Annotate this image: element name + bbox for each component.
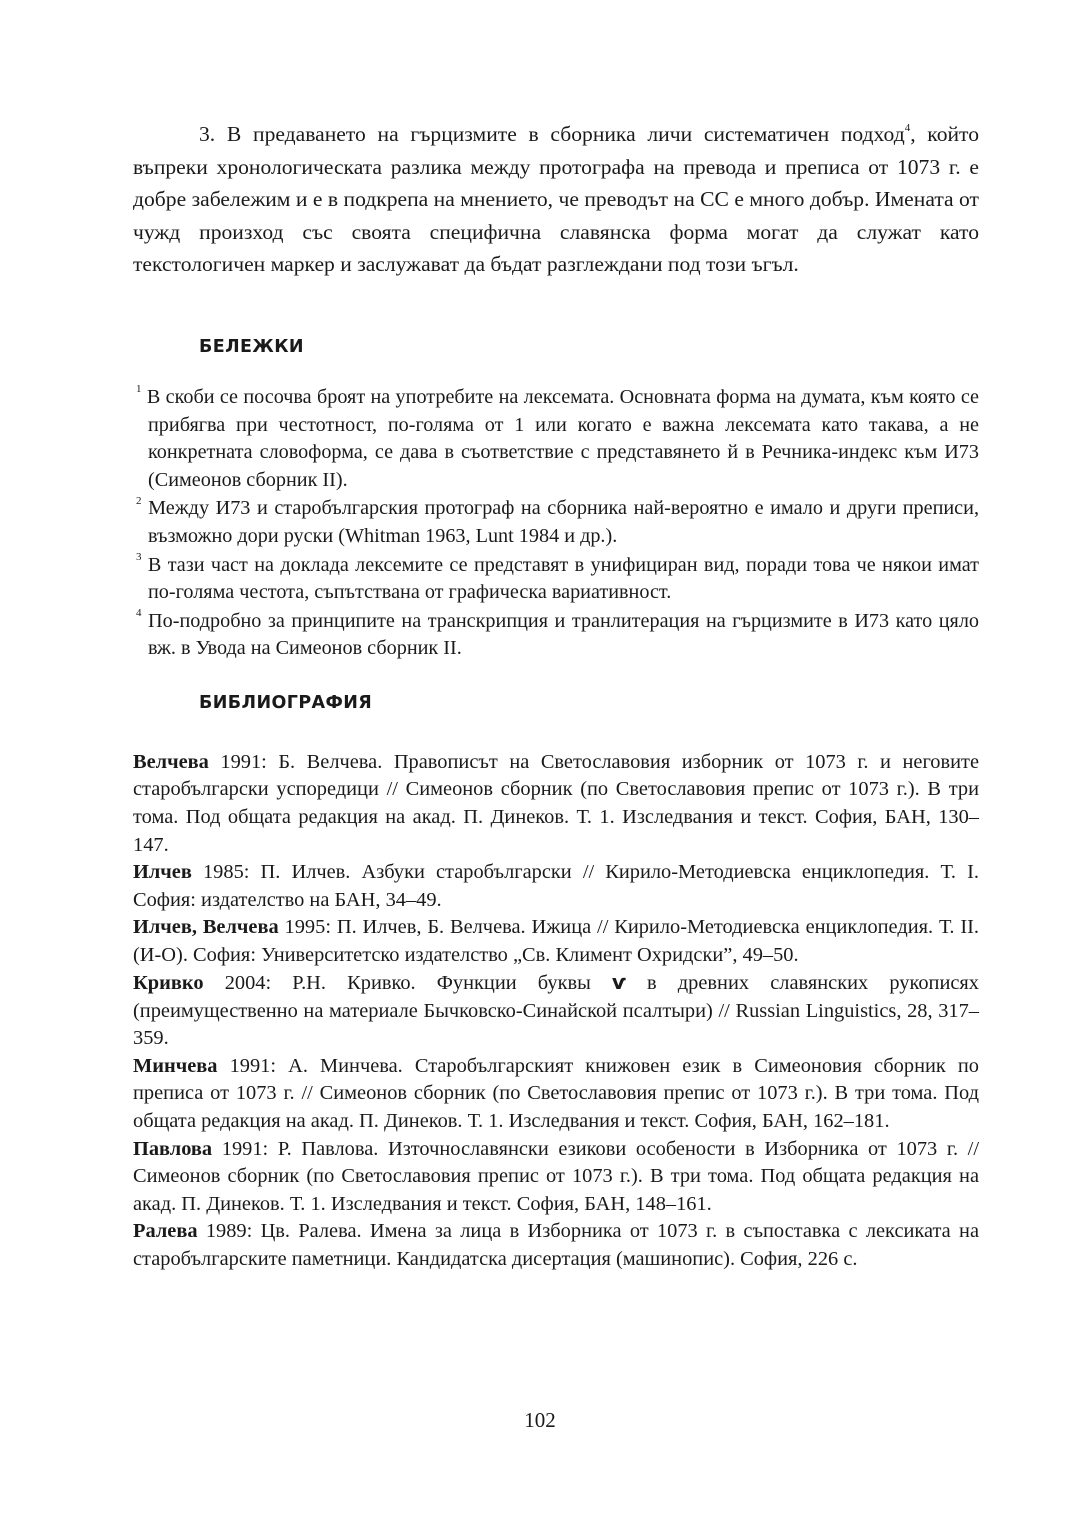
entry-author: Павлова bbox=[133, 1137, 213, 1160]
note-marker: 1 bbox=[136, 383, 142, 396]
bibliography-entry bbox=[133, 914, 979, 969]
note-item bbox=[133, 495, 979, 550]
izhitsa-glyph: ѵ bbox=[611, 970, 626, 995]
notes-heading: БЕЛЕЖКИ bbox=[199, 336, 304, 357]
note-text: По-подробно за принципите на транскрипция и транлитерация на гърцизмите в И73 като цяло вж. в Увода на Симеонов сборник II. bbox=[148, 609, 980, 660]
entry-author: Кривко bbox=[133, 972, 204, 995]
bibliography-entry bbox=[133, 859, 979, 914]
notes-list bbox=[133, 384, 979, 663]
entry-text: 1995: П. Илчев, Б. Велчева. Ижица // Кирило-Методиевска енциклопедия. Т. II. (И-О). София: Университетско издателство „Св. Климент Охридски”, 49–50. bbox=[133, 916, 980, 966]
entry-text: 1991: Б. Велчева. Правописът на Светославовия изборник от 1073 г. и неговите старобългарски успоредици // Симеонов сборник (по Светославовия препис от 1073 г.). В три тома. Под общата редакция на акад. П. Динеков. Т. 1. Изследвания и текст. София, БАН, 130–147. bbox=[133, 750, 979, 856]
entry-text: 1989: Цв. Ралева. Имена за лица в Изборника от 1073 г. в съпоставка с лексиката на старобългарските паметници. Кандидатска дисертация (машинопис). София, 226 с. bbox=[133, 1220, 979, 1270]
note-text: В скоби се посочва броят на употребите на лексемата. Основната форма на думата, към която се прибягва при честотност, по-голяма от 1 или когато е важна лексемата като такава, а не конкретната словоформа, се дава в съответствие с представянето й в Речника-индекс към И73 (Симеонов сборник II). bbox=[146, 385, 979, 491]
entry-author: Велчева bbox=[133, 750, 209, 773]
bibliography-entry bbox=[133, 1136, 979, 1219]
bibliography-entry bbox=[133, 1218, 979, 1273]
entry-author: Минчева bbox=[133, 1054, 218, 1077]
page-number: 102 bbox=[524, 1408, 556, 1432]
bibliography-heading: БИБЛИОГРАФИЯ bbox=[199, 692, 373, 713]
entry-text-continued: в древних славянских рукописях (преимущественно на материале Бычковско-Синайской псалтыри) // Russian Linguistics, 28, 317–359. bbox=[133, 972, 979, 1050]
note-marker: 4 bbox=[136, 606, 142, 619]
note-text: Между И73 и старобългарския протограф на сборника най-вероятно е имало и други преписи, възможно дори руски (Whitman 1963, Lunt 1984 и др.). bbox=[148, 497, 979, 547]
entry-author: Ралева bbox=[133, 1220, 198, 1243]
entry-text: 1991: А. Минчева. Старобългарският книжовен език в Симеоновия сборник по преписа от 1073 г. // Симеонов сборник (по Светославовия препис от 1073 г.). В три тома. Под общата редакция на акад. П. Динеков. Т. 1. Изследвания и текст. София, БАН, 162–181. bbox=[133, 1054, 979, 1133]
entry-author: Илчев, Велчева bbox=[133, 916, 279, 939]
note-item bbox=[133, 608, 979, 663]
note-marker: 2 bbox=[136, 494, 142, 507]
bibliography-entry bbox=[133, 1053, 979, 1136]
footnote-ref-4[interactable]: 4 bbox=[904, 121, 911, 134]
bibliography-entry bbox=[133, 749, 979, 859]
entry-author: Илчев bbox=[133, 861, 192, 884]
main-paragraph bbox=[133, 118, 979, 281]
paragraph-text: 3. В предаването на гърцизмите в сборника личи систематичен подход bbox=[199, 122, 905, 146]
page-body bbox=[133, 118, 979, 1273]
note-text: В тази част на доклада лексемите се представят в унифициран вид, поради това че някои имат по-голяма честота, съпътствана от графическа вариативност. bbox=[147, 553, 979, 604]
note-item bbox=[133, 384, 979, 494]
note-marker: 3 bbox=[136, 550, 142, 563]
bibliography-list bbox=[133, 749, 979, 1273]
entry-text: 2004: Р.Н. Кривко. Функции буквы bbox=[203, 972, 612, 995]
entry-text: 1985: П. Илчев. Азбуки старобългарски // Кирило-Методиевска енциклопедия. Т. I. София: издателство на БАН, 34–49. bbox=[133, 861, 979, 911]
bibliography-entry bbox=[133, 969, 979, 1053]
paragraph-text-continued: , който въпреки хронологическата разлика между протографа на превода и преписа от 1073 г. е добре забележим и е в подкрепа на мнението, че преводът на СС е много добър. Имената от чужд произход със своята специфична славянска форма могат да служат като текстологичен маркер и заслужават да бъдат разглеждани под този ъгъл. bbox=[133, 122, 979, 277]
note-item bbox=[133, 552, 979, 607]
entry-text: 1991: Р. Павлова. Източнославянски езикови особености в Изборника от 1073 г. // Симеонов сборник (по Светославовия препис от 1073 г.). В три тома. Под общата редакция на акад. П. Динеков. Т. 1. Изследвания и текст. София, БАН, 148–161. bbox=[133, 1137, 979, 1215]
